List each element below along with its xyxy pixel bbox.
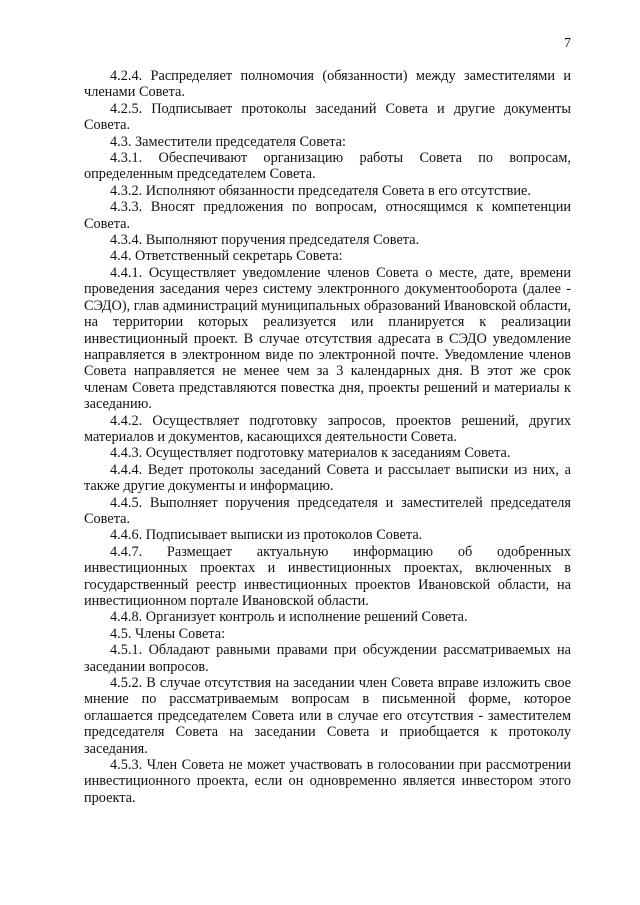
paragraph-4-4-2: 4.4.2. Осуществляет подготовку запросов, проектов решений, других материалов и документов, касающихся деятельности Совета.: [84, 412, 571, 445]
paragraph-4-3-3: 4.3.3. Вносят предложения по вопросам, относящимся к компетенции Совета.: [84, 199, 571, 232]
paragraph-4-4-7: 4.4.7. Размещает актуальную информацию об одобренных инвестиционных проектах и инвестиционных проектах, включенных в государственный реестр инвестиционных проектов Ивановской области, на инвестиционном портале Ивановской области.: [84, 543, 571, 609]
paragraph-4-2-5: 4.2.5. Подписывает протоколы заседаний Совета и другие документы Совета.: [84, 100, 571, 134]
paragraph-4-4-3: 4.4.3. Осуществляет подготовку материалов к заседаниям Совета.: [110, 445, 511, 462]
paragraph-4-5-3: 4.5.3. Член Совета не может участвовать в голосовании при рассмотрении инвестиционного проекта, если он одновременно является инвестором этого проекта.: [84, 757, 571, 806]
paragraph-4-4-1: 4.4.1. Осуществляет уведомление членов Совета о месте, дате, времени проведения заседания через систему электронного документооборота (далее - СЭДО), глав администраций муниципальных образований Ивановской области, на территории которых реализуется или планируется к реализации инвестиционный проект. В случае отсутствия адресата в СЭДО уведомление направляется в электронном виде по электронной почте. Уведомление членов Совета направляется не менее чем за 3 календарных дня. В этот же срок членам Совета представляются повестка дня, проекты решений и материалы к заседанию.: [84, 264, 571, 413]
paragraph-4-4-5: 4.4.5. Выполняет поручения председателя и заместителей председателя Совета.: [84, 494, 571, 527]
page-number: 7: [564, 36, 571, 51]
paragraph-4-5-1: 4.5.1. Обладают равными правами при обсуждении рассматриваемых на заседании вопросов.: [84, 642, 571, 675]
paragraph-4-3-2: 4.3.2. Исполняют обязанности председателя Совета в его отсутствие.: [110, 182, 531, 199]
paragraph-4-4: 4.4. Ответственный секретарь Совета:: [110, 248, 343, 265]
paragraph-4-3-1: 4.3.1. Обеспечивают организацию работы Совета по вопросам, определенным председателем Совета.: [84, 150, 571, 183]
paragraph-4-2-4: 4.2.4. Распределяет полномочия (обязанности) между заместителями и членами Совета.: [84, 68, 571, 101]
paragraph-4-3-4: 4.3.4. Выполняют поручения председателя Совета.: [110, 232, 420, 249]
paragraph-4-5: 4.5. Члены Совета:: [110, 625, 226, 642]
document-body: [84, 68, 571, 806]
paragraph-4-3: 4.3. Заместители председателя Совета:: [110, 133, 346, 150]
paragraph-4-4-8: 4.4.8. Организует контроль и исполнение решений Совета.: [110, 609, 468, 626]
paragraph-4-5-2: 4.5.2. В случае отсутствия на заседании член Совета вправе изложить свое мнение по рассматриваемым вопросам в письменной форме, которое оглашается председателем Совета или в случае его отсутствия - заместителем председателя Совета на заседании Совета и приобщается к протоколу заседания.: [84, 675, 571, 757]
paragraph-4-4-6: 4.4.6. Подписывает выписки из протоколов Совета.: [110, 527, 423, 544]
paragraph-4-4-4: 4.4.4. Ведет протоколы заседаний Совета и рассылает выписки из них, а также другие документы и информацию.: [84, 461, 571, 495]
